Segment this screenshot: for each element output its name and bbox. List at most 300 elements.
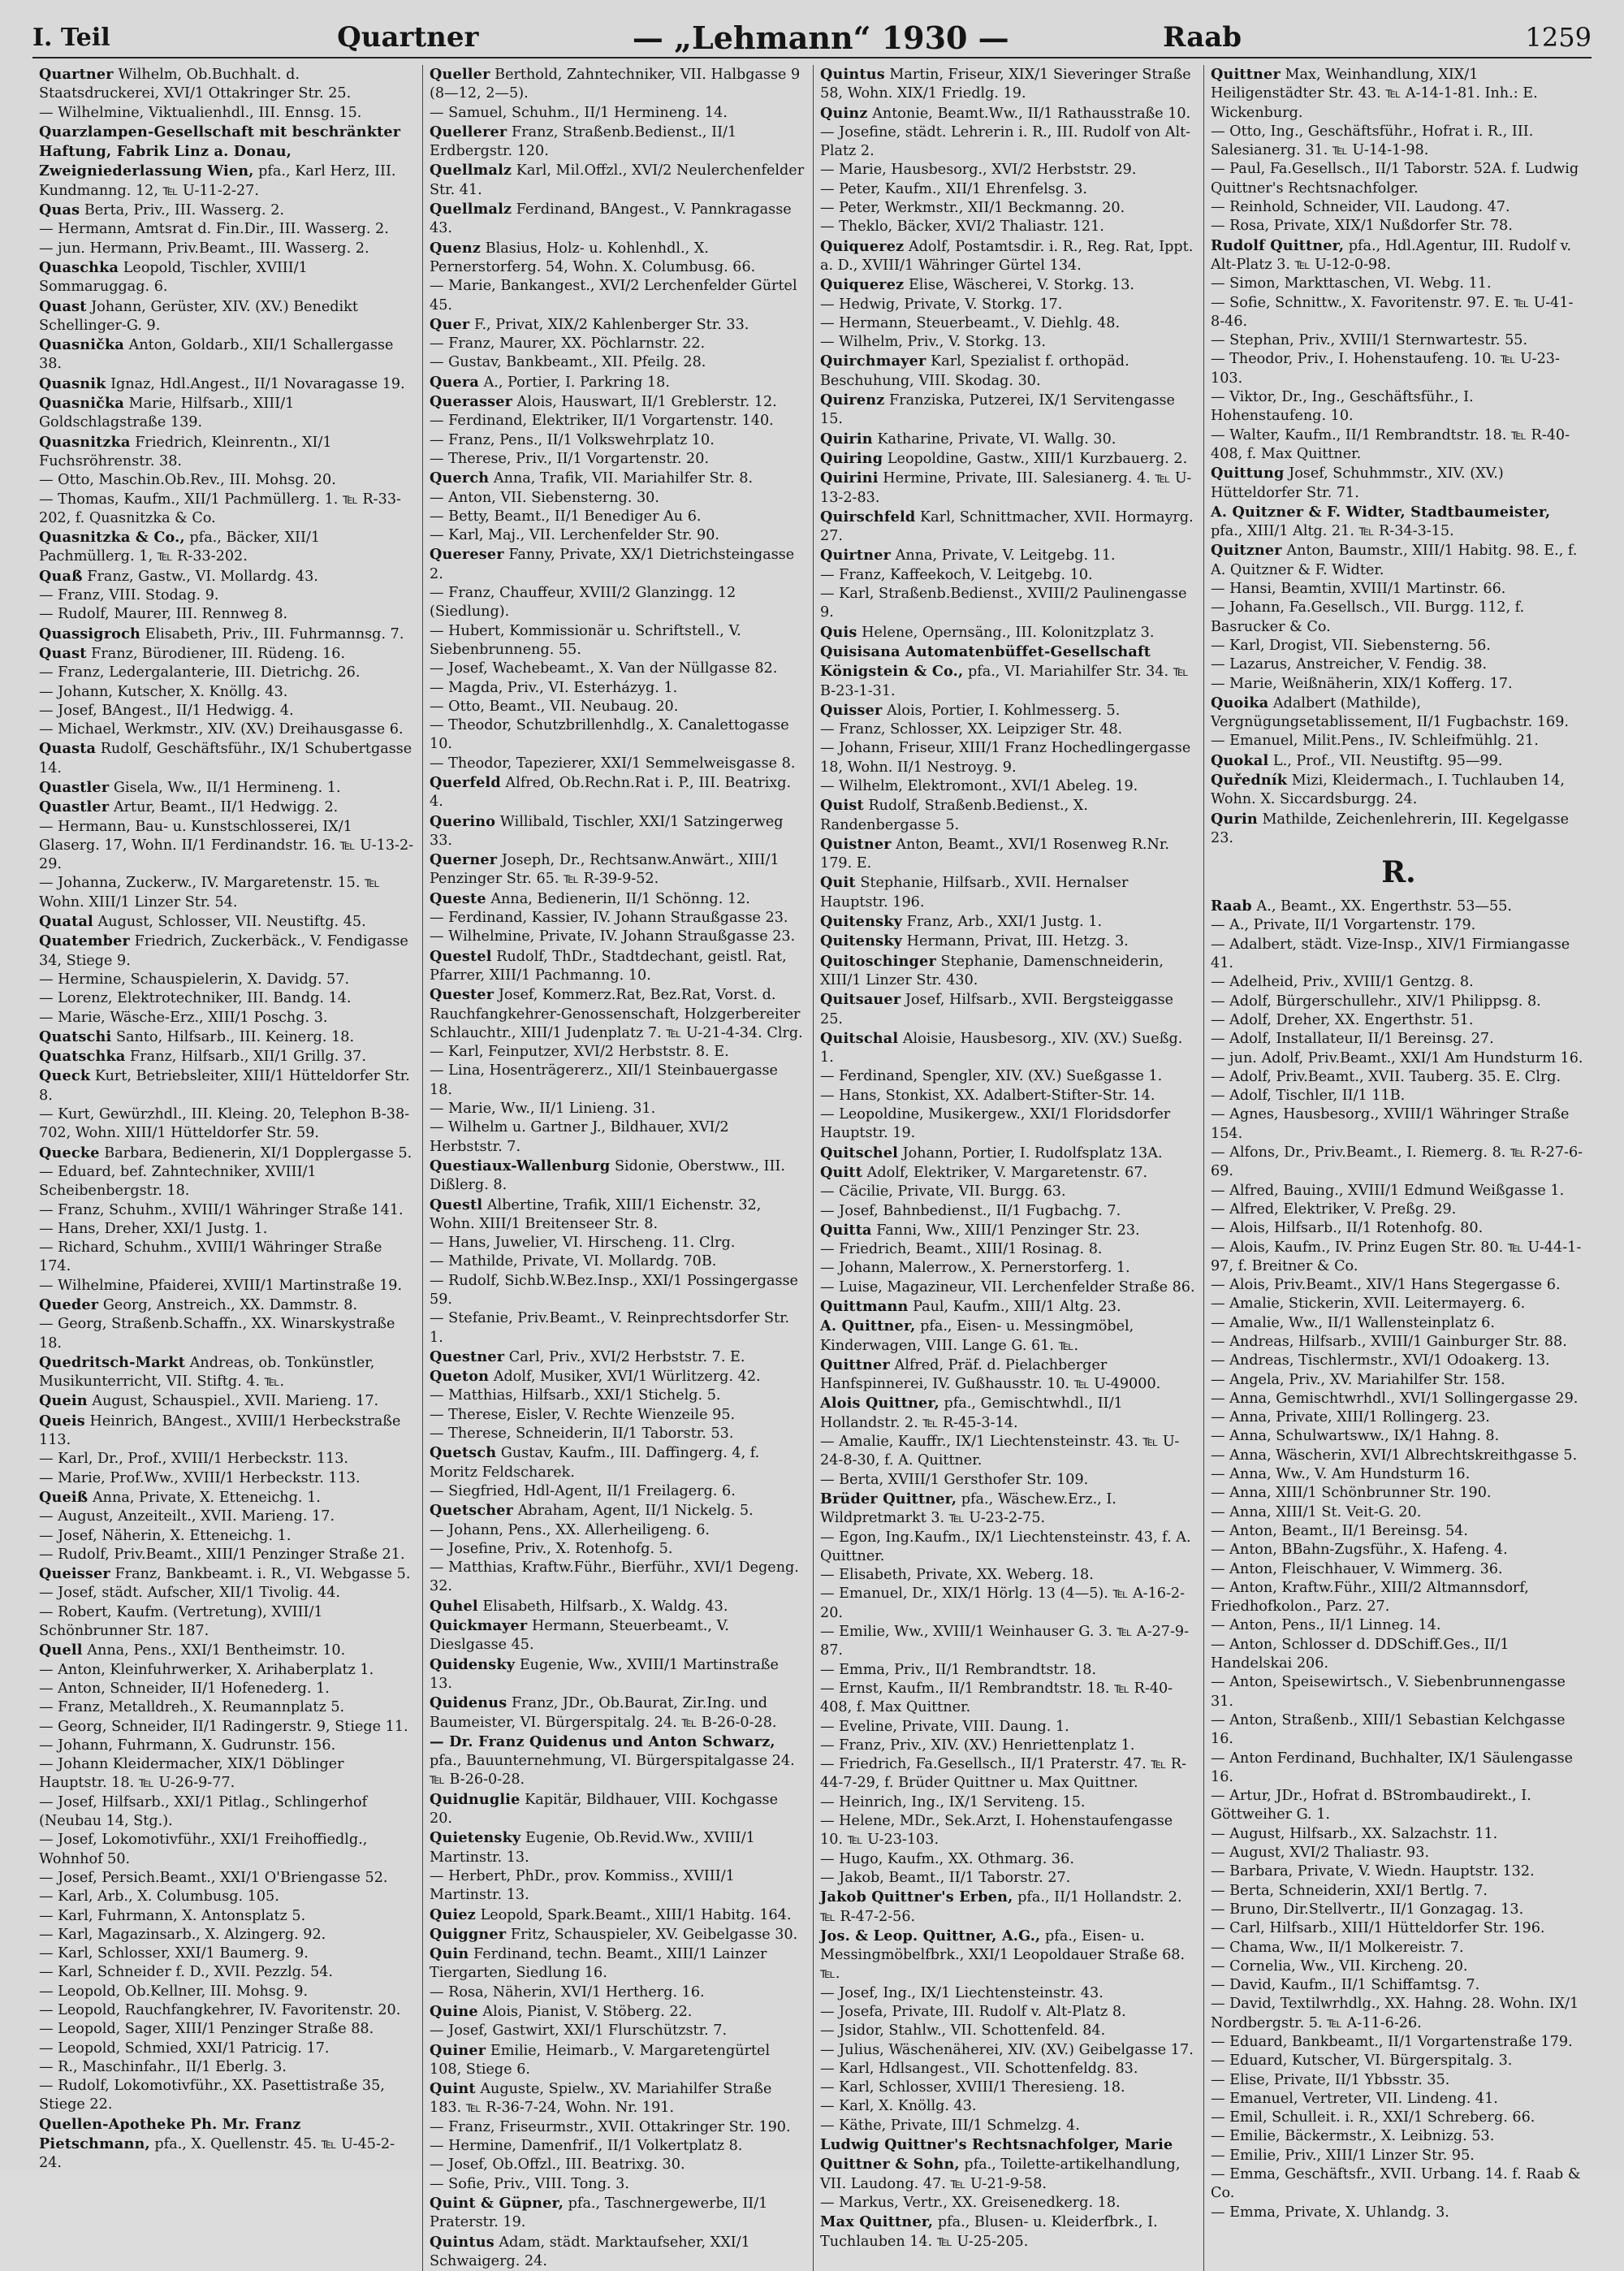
entry-details: — Emil, Schulleit. i. R., XXI/1 Schreberg. 66. — [1211, 2109, 1535, 2126]
directory-entry — [39, 818, 414, 875]
directory-entry — [430, 909, 805, 928]
entry-name: Quintus — [430, 2233, 495, 2251]
directory-entry — [820, 952, 1195, 991]
directory-entry — [430, 2079, 805, 2118]
entry-details: — Josefine, Priv., X. Rotenhofg. 5. — [430, 1540, 673, 1557]
entry-details: Gisela, Ww., II/1 Hermineng. 1. — [113, 779, 341, 796]
column-3 — [814, 65, 1204, 2271]
entry-details: — Wilhelmine, Private, IV. Johann Straußgasse 23. — [430, 928, 796, 945]
entry-details: — Josef, Näherin, X. Etteneichg. 1. — [39, 1527, 292, 1544]
directory-entry — [39, 258, 414, 297]
directory-entry — [820, 449, 1195, 469]
directory-entry — [1211, 1616, 1587, 1635]
entry-name: Quellen-Apotheke Ph. Mr. Franz Pietschmann, — [39, 2115, 301, 2153]
entry-name: Quatschi — [39, 1027, 112, 1045]
entry-details: — David, Kaufm., II/1 Schiffamtsg. 7. — [1211, 1977, 1480, 1994]
entry-details: — Kurt, Gewürzhdl., III. Kleing. 20, Telephon B-38-702, Wohn. XIII/1 Hütteldorfer Str. 59. — [39, 1106, 410, 1142]
entry-name: Jakob Quittner's Erben, — [820, 1888, 1013, 1906]
entry-details: — Andreas, Hilfsarb., XVIII/1 Gainburger Str. 88. — [1211, 1334, 1567, 1350]
entry-name: Quiggner — [430, 1925, 507, 1943]
entry-details: — Hermann, Bau- u. Kunstschlosserei, IX/1 Glaserg. 17, Wohn. II/1 Ferdinandstr. 16. ℡ U-13-2-29. — [39, 818, 414, 873]
directory-entry — [820, 1927, 1195, 1984]
entry-details: — Emma, Private, X. Uhlandg. 3. — [1211, 2204, 1449, 2221]
directory-entry — [1211, 236, 1587, 275]
directory-entry — [430, 1521, 805, 1540]
directory-entry — [430, 1367, 805, 1386]
entry-name: Quatschka — [39, 1048, 126, 1066]
entry-details: Stephanie, Hilfsarb., XVII. Hernalser Hauptstr. 196. — [820, 875, 1129, 911]
directory-entry — [1211, 771, 1587, 810]
entry-details: Martin, Friseur, XIX/1 Sieveringer Straße 58, Wohn. XIX/1 Friedlg. 19. — [820, 67, 1191, 102]
entry-details: Adolf, Postamtsdir. i. R., Reg. Rat, Ippt. a. D., XVIII/1 Währinger Gürtel 134. — [820, 238, 1194, 274]
entry-name: Querino — [430, 812, 496, 830]
entry-details: Berta, Priv., III. Wasserg. 2. — [84, 202, 285, 219]
page-number: 1259 — [1525, 22, 1592, 53]
page-header — [32, 18, 1592, 58]
entry-name: Quředník — [1211, 771, 1288, 789]
directory-entry — [1211, 1750, 1587, 1788]
entry-details: — Eduard, Kutscher, VI. Bürgerspitalg. 3. — [1211, 2053, 1513, 2070]
entry-details: Anna, Bedienerin, II/1 Schönng. 12. — [490, 890, 750, 907]
entry-details: — Markus, Vertr., XX. Greisenedkerg. 18. — [820, 2194, 1121, 2211]
directory-entry — [1211, 217, 1587, 236]
directory-entry — [39, 874, 414, 912]
entry-details: — Adolf, Bürgerschullehr., XIV/1 Philippsg. 8. — [1211, 993, 1541, 1010]
directory-entry — [430, 1540, 805, 1559]
entry-details: — Hansi, Beamtin, XVIII/1 Martinstr. 66. — [1211, 581, 1506, 598]
entry-details: pfa., Blusen- u. Kleiderfbrk., I. Tuchlauben 14. ℡ U-25-205. — [820, 2214, 1158, 2250]
entry-details: Leopoldine, Gastw., XIII/1 Kurzbauerg. 2. — [887, 450, 1188, 467]
directory-entry — [430, 2041, 805, 2080]
directory-entry — [1211, 2109, 1587, 2127]
directory-entry — [820, 1202, 1195, 1221]
entry-details: — Anton, Kraftw.Führ., XIII/2 Altmannsdorf, Friedhofkolon., Parz. 27. — [1211, 1579, 1529, 1616]
entry-details: pfa., Wäschew.Erz., I. Wildpretmarkt 3. ℡ U-23-2-75. — [820, 1490, 1116, 1527]
entry-details: — Lorenz, Elektrotechniker, III. Bandg. 14. — [39, 990, 352, 1007]
entry-details: Albertine, Trafik, XIII/1 Eichenstr. 32, Wohn. XIII/1 Breitenseer Str. 8. — [430, 1196, 762, 1232]
directory-entry — [1211, 1636, 1587, 1674]
entry-details: — Johann, Kutscher, X. Knöllg. 43. — [39, 683, 288, 700]
directory-entry — [430, 469, 805, 488]
entry-details: — Anton, Straßenb., XIII/1 Sebastian Kelchgasse 16. — [1211, 1711, 1566, 1748]
entry-details: Eugenie, Ob.Revid.Ww., XVIII/1 Martinstr. 13. — [430, 1830, 755, 1866]
directory-entry — [820, 1221, 1195, 1240]
entry-details: Abraham, Agent, II/1 Nickelg. 5. — [517, 1503, 754, 1520]
entry-details: — Magda, Priv., VI. Esterházyg. 1. — [430, 679, 678, 696]
directory-entry — [39, 1944, 414, 1963]
directory-entry — [1211, 1144, 1587, 1182]
directory-entry — [430, 200, 805, 239]
directory-entry — [430, 755, 805, 773]
directory-entry — [39, 1277, 414, 1296]
entry-details: August, Schlosser, VII. Neustiftg. 45. — [97, 914, 366, 931]
directory-entry — [39, 1450, 414, 1469]
directory-entry — [39, 1546, 414, 1564]
directory-entry — [430, 889, 805, 909]
directory-entry — [39, 1353, 414, 1392]
directory-entry — [1211, 1541, 1587, 1559]
entry-name: Quittung — [1211, 465, 1285, 482]
entry-details: — Eduard, bef. Zahntechniker, XVIII/1 Scheibenbergstr. 18. — [39, 1163, 317, 1200]
entry-details: — Anton, Kleinfuhrwerker, X. Arihaberplatz 1. — [39, 1661, 374, 1678]
directory-entry — [430, 1386, 805, 1405]
directory-entry — [430, 2118, 805, 2137]
entry-details: pfa., Bäcker, XII/1 Pachmüllerg. 1, ℡ R-33-202. — [39, 530, 321, 565]
entry-details: Anna, Pens., XXI/1 Bentheimstr. 10. — [87, 1642, 346, 1659]
directory-entry — [1211, 1295, 1587, 1313]
entry-name: A. Quittner, — [820, 1317, 916, 1335]
entry-details: — Berta, XVIII/1 Gersthofer Str. 109. — [820, 1471, 1089, 1488]
entry-details: — Rudolf, Priv.Beamt., XIII/1 Penzinger Straße 21. — [39, 1546, 405, 1563]
directory-entry — [39, 528, 414, 567]
directory-entry — [820, 469, 1195, 508]
entry-details: — R., Maschinfahr., II/1 Eberlg. 3. — [39, 2058, 287, 2075]
directory-entry — [820, 2117, 1195, 2135]
entry-details: — Walter, Kaufm., II/1 Rembrandtstr. 18. ℡ R-40-408, f. Max Quittner. — [1211, 426, 1570, 462]
directory-entry — [820, 1869, 1195, 1888]
directory-entry — [1211, 294, 1587, 332]
directory-entry — [39, 664, 414, 682]
directory-entry — [430, 277, 805, 315]
entry-details: Leopold, Spark.Beamt., XIII/1 Habitg. 164. — [480, 1906, 792, 1923]
directory-entry — [1211, 1011, 1587, 1030]
entry-details: — Karl, Dr., Prof., XVIII/1 Herbeckstr. 113. — [39, 1451, 348, 1468]
entry-details: — Franz, Maurer, XX. Pöchlarnstr. 22. — [430, 335, 706, 353]
directory-entry — [39, 1412, 414, 1451]
directory-entry — [1211, 331, 1587, 350]
directory-entry — [820, 1984, 1195, 2003]
entry-details: Karl, Mil.Offzl., XVI/2 Neulerchenfelder Str. 41. — [430, 162, 805, 198]
directory-entry — [820, 1850, 1195, 1869]
entry-details: — Friedrich, Fa.Gesellsch., II/1 Praterstr. 47. ℡ R-44-7-29, f. Brüder Quittner u. Max Quittner. — [820, 1756, 1187, 1792]
entry-details: Georg, Anstreich., XX. Dammstr. 8. — [102, 1297, 358, 1313]
directory-entry — [820, 1105, 1195, 1144]
entry-name: Quirini — [820, 469, 879, 487]
entry-details: Barbara, Bedienerin, XI/1 Dopplergasse 5. — [104, 1144, 412, 1161]
directory-entry — [1211, 897, 1587, 916]
directory-entry — [39, 1009, 414, 1027]
directory-entry — [1211, 599, 1587, 637]
entry-name: Queste — [430, 889, 486, 907]
entry-name: Quitschel — [820, 1144, 899, 1161]
entry-details: pfa., Taschnergewerbe, II/1 Praterstr. 19. — [430, 2195, 768, 2231]
entry-details: — Ferdinand, Kassier, IV. Johann Straußgasse 23. — [430, 910, 788, 927]
entry-details: — Adelheid, Priv., XVIII/1 Gentzg. 8. — [1211, 974, 1474, 991]
directory-entry — [820, 912, 1195, 932]
entry-name: Quetsch — [430, 1444, 497, 1462]
directory-entry — [820, 720, 1195, 739]
directory-entry — [430, 1347, 805, 1367]
entry-details: — Matthias, Hilfsarb., XXI/1 Stichelg. 5. — [430, 1387, 721, 1404]
entry-details: — Emilie, Priv., XIII/1 Linzer Str. 95. — [1211, 2147, 1475, 2164]
directory-entry — [820, 2097, 1195, 2116]
directory-entry — [39, 702, 414, 720]
entry-details: — Alfons, Dr., Priv.Beamt., I. Riemerg. 8. ℡ R-27-6-69. — [1211, 1144, 1583, 1180]
entry-details: Alois, Portier, I. Kohlmesserg. 5. — [887, 702, 1121, 719]
entry-name: Brüder Quittner, — [820, 1490, 957, 1508]
entry-name: Quellmalz — [430, 201, 512, 218]
entry-details: — Gustav, Bankbeamt., XII. Pfeilg. 28. — [430, 354, 706, 371]
entry-details: Sidonie, Oberstww., III. Dißlerg. 8. — [430, 1157, 785, 1194]
entry-details: Anton, Beamt., XVI/1 Rosenweg R.Nr. 179. E. — [820, 836, 1169, 872]
directory-entry — [820, 180, 1195, 199]
entry-details: — Berta, Schneiderin, XXI/1 Bertlg. 7. — [1211, 1882, 1488, 1899]
directory-entry — [430, 1694, 805, 1732]
entry-details: — Anna, Gemischtwrhdl., XVI/1 Sollingergasse 29. — [1211, 1390, 1579, 1407]
entry-name: Queder — [39, 1296, 99, 1313]
directory-entry — [39, 104, 414, 123]
directory-entry — [430, 545, 805, 584]
directory-entry — [39, 739, 414, 778]
entry-details: — Alfred, Bauing., XVIII/1 Edmund Weißgasse 1. — [1211, 1182, 1565, 1199]
entry-details: — Ferdinand, Spengler, XIV. (XV.) Sueßgasse 1. — [820, 1068, 1163, 1085]
entry-details: — Peter, Kaufm., XII/1 Ehrenfelsg. 3. — [820, 180, 1088, 197]
directory-entry — [39, 1755, 414, 1793]
directory-entry — [820, 199, 1195, 218]
directory-entry — [39, 240, 414, 258]
entry-details: — Marie, Bankangest., XVI/2 Lerchenfelder Gürtel 45. — [430, 278, 797, 314]
entry-details: Adolf, Elektriker, V. Margaretenstr. 67. — [866, 1164, 1148, 1181]
entry-details: — Käthe, Private, III/1 Schmelzg. 4. — [820, 2117, 1080, 2134]
directory-entry — [430, 1616, 805, 1655]
entry-details: — Hans, Juwelier, VI. Hirscheng. 11. Clrg. — [430, 1235, 736, 1252]
directory-entry — [39, 201, 414, 220]
entry-details: — Betty, Beamt., II/1 Benediger Au 6. — [430, 508, 702, 525]
entry-details: — Leopold, Schmied, XXI/1 Patricig. 17. — [39, 2040, 330, 2057]
entry-details: — Karl, Maj., VII. Lerchenfelder Str. 90. — [430, 527, 719, 544]
directory-entry — [1211, 1465, 1587, 1484]
directory-entry — [39, 912, 414, 932]
directory-entry — [1211, 993, 1587, 1011]
directory-entry — [820, 1183, 1195, 1201]
entry-details: — Rosa, Private, XIX/1 Nußdorfer Str. 78. — [1211, 218, 1513, 235]
directory-entry — [430, 1790, 805, 1829]
directory-entry — [39, 394, 414, 433]
entry-details: Elisabeth, Hilfsarb., X. Waldg. 43. — [482, 1598, 728, 1615]
entry-details: Aloisie, Hausbesorg., XIV. (XV.) Sueßg. 1. — [820, 1030, 1183, 1066]
entry-details: — Anton, VII. Siebensterng. 30. — [430, 489, 659, 506]
directory-entry — [430, 1100, 805, 1118]
entry-details: Franz, Hilfsarb., XII/1 Grillg. 37. — [130, 1049, 366, 1066]
entry-details: — Anna, Schulwartsww., IX/1 Hahng. 8. — [1211, 1428, 1500, 1445]
entry-details: Emilie, Heimarb., V. Margaretengürtel 108, Stiege 6. — [430, 2042, 771, 2078]
entry-details: — Anton, Schlosser d. DDSchiff.Ges., II/1 Handelskai 206. — [1211, 1636, 1510, 1672]
entry-details: — Adolf, Tischler, II/1 11B. — [1211, 1088, 1406, 1105]
entry-details: — Julius, Wäschenäherei, XIV. (XV.) Geibelgasse 17. — [820, 2041, 1194, 2058]
directory-entry — [39, 1488, 414, 1508]
directory-entry — [1211, 2204, 1587, 2222]
entry-details: — Karl, Straßenb.Bedienst., XVIII/2 Paulinengasse 9. — [820, 586, 1187, 621]
entry-details: — Hubert, Kommissionär u. Schriftstell., V. Siebenbrunneng. 55. — [430, 622, 741, 658]
directory-entry — [39, 2020, 414, 2039]
directory-entry — [1211, 1503, 1587, 1522]
entry-details: Anton, Goldarb., XII/1 Schallergasse 38. — [39, 337, 394, 373]
entry-details: — Josef, städt. Aufscher, XII/1 Tivolig. 44. — [39, 1585, 340, 1602]
entry-details: — Carl, Hilfsarb., XIII/1 Hütteldorfer Str. 196. — [1211, 1920, 1545, 1937]
entry-details: — Josef, Ob.Offzl., III. Beatrixg. 30. — [430, 2156, 685, 2174]
directory-entry — [820, 1144, 1195, 1163]
directory-entry — [430, 450, 805, 469]
entry-name: Max Quittner, — [820, 2213, 934, 2231]
directory-entry — [1211, 1447, 1587, 1465]
directory-entry — [820, 739, 1195, 777]
directory-entry — [1211, 198, 1587, 217]
directory-entry — [820, 333, 1195, 352]
entry-name: Quirtner — [820, 547, 892, 565]
directory-entry — [430, 850, 805, 889]
directory-entry — [820, 1737, 1195, 1755]
directory-entry — [820, 1529, 1195, 1567]
entry-name: Quiez — [430, 1905, 476, 1923]
entry-details: — Georg, Schneider, II/1 Radingerstr. 9, Stiege 11. — [39, 1718, 408, 1735]
directory-entry — [1211, 1919, 1587, 1938]
directory-entry — [1211, 1068, 1587, 1087]
entry-details: — Rudolf, Sichb.W.Bez.Insp., XXI/1 Possingergasse 59. — [430, 1272, 798, 1308]
directory-entry — [1211, 694, 1587, 733]
entry-name: Quast — [39, 644, 87, 662]
entry-name: Quhel — [430, 1597, 478, 1615]
directory-entry — [1211, 1862, 1587, 1881]
entry-name: Quidnuglie — [430, 1790, 520, 1808]
directory-entry — [820, 123, 1195, 162]
entry-details: Hermine, Private, III. Salesianerg. 4. ℡ U-13-2-83. — [820, 470, 1192, 506]
directory-entry — [820, 237, 1195, 276]
directory-entry — [820, 623, 1195, 642]
entry-name: Quatember — [39, 932, 131, 950]
directory-entry — [1211, 1390, 1587, 1408]
directory-entry — [430, 123, 805, 162]
directory-entry — [39, 65, 414, 104]
directory-entry — [1211, 1200, 1587, 1219]
entry-name: Quaß — [39, 567, 83, 585]
entry-details: Anton, Baumstr., XIII/1 Habitg. 98. E., f. A. Quitzner & F. Widter. — [1211, 543, 1578, 578]
entry-name: Querfeld — [430, 773, 501, 791]
directory-entry — [39, 932, 414, 971]
entry-name: Quint & Güpner, — [430, 2194, 564, 2212]
entry-details: Alfred, Präf. d. Pielachberger Hanfspinnerei, IV. Gußhausstr. 10. ℡ U-49000. — [820, 1356, 1161, 1393]
directory-entry — [39, 1163, 414, 1201]
directory-entry — [820, 508, 1195, 547]
directory-entry — [430, 1252, 805, 1271]
directory-entry — [39, 1296, 414, 1315]
entry-details: — August, Hilfsarb., XX. Salzachstr. 11. — [1211, 1825, 1498, 1842]
directory-entry — [1211, 1844, 1587, 1862]
entry-details: — Alois, Priv.Beamt., XIV/1 Hans Stegergasse 6. — [1211, 1277, 1561, 1294]
directory-entry — [1211, 1049, 1587, 1068]
directory-entry — [1211, 426, 1587, 465]
directory-entry — [430, 716, 805, 755]
entry-details: Alois, Pianist, V. Stöberg. 22. — [482, 2003, 693, 2020]
directory-entry — [430, 335, 805, 353]
entry-details: — Theodor, Schutzbrillenhdlg., X. Canalettogasse 10. — [430, 717, 789, 753]
directory-entry — [1211, 1957, 1587, 1976]
entry-details: — jun. Adolf, Priv.Beamt., XXI/1 Am Hundsturm 16. — [1211, 1049, 1583, 1066]
entry-details: — Wilhelm u. Gartner J., Bildhauer, XVI/2 Herbststr. 7. — [430, 1119, 729, 1155]
directory-entry — [820, 1755, 1195, 1793]
directory-entry — [39, 491, 414, 529]
directory-entry — [39, 1201, 414, 1220]
entry-details: — Jakob, Beamt., II/1 Taborstr. 27. — [820, 1869, 1071, 1886]
entry-details: — Sofie, Schnittw., X. Favoritenstr. 97. E. ℡ U-41-8-46. — [1211, 294, 1574, 330]
entry-details: — Emanuel, Milit.Pens., IV. Schleifmühlg. 21. — [1211, 733, 1539, 750]
entry-details: — Anton, BBahn-Zugsführ., X. Hafeng. 4. — [1211, 1542, 1508, 1559]
directory-entry — [1211, 1976, 1587, 1995]
directory-entry — [820, 835, 1195, 874]
directory-entry — [1211, 1711, 1587, 1750]
entry-details: — Marie, Weißnäherin, XIX/1 Kofferg. 17. — [1211, 675, 1513, 692]
directory-entry — [820, 990, 1195, 1029]
entry-details: — Chama, Ww., II/1 Molkereistr. 7. — [1211, 1939, 1464, 1956]
directory-entry — [430, 489, 805, 508]
directory-entry — [820, 1240, 1195, 1259]
entry-details: — Josefa, Private, III. Rudolf v. Alt-Platz 8. — [820, 2003, 1126, 2020]
entry-name: Quittner — [1211, 66, 1281, 83]
directory-entry — [39, 1718, 414, 1737]
directory-entry — [430, 1425, 805, 1443]
entry-details: — Anton, Beamt., II/1 Bereinsg. 54. — [1211, 1522, 1468, 1539]
entry-name: Quedritsch-Markt — [39, 1353, 186, 1371]
directory-entry — [820, 391, 1195, 430]
entry-details: — Anna, Ww., V. Am Hundsturm 16. — [1211, 1466, 1471, 1483]
directory-entry — [820, 2213, 1195, 2252]
entry-name: Queller — [430, 66, 490, 83]
directory-entry — [39, 1047, 414, 1066]
directory-entry — [430, 2233, 805, 2271]
entry-details: — Emanuel, Vertreter, VII. Lindeng. 41. — [1211, 2090, 1498, 2107]
directory-entry — [820, 1793, 1195, 1812]
entry-details: — Karl, Schlosser, XXI/1 Baumerg. 9. — [39, 1945, 309, 1962]
directory-entry — [39, 220, 414, 239]
entry-details: — Adolf, Priv.Beamt., XVII. Tauberg. 35. E. Clrg. — [1211, 1068, 1561, 1085]
entry-details: — Elisabeth, Private, XX. Weberg. 18. — [820, 1567, 1094, 1584]
directory-entry — [430, 2137, 805, 2156]
entry-details: Franz, Bankbeamt. i. R., VI. Webgasse 5. — [114, 1566, 411, 1583]
entry-details: — Marie, Hausbesorg., XVI/2 Herbststr. 29. — [820, 162, 1137, 179]
entry-details: — Mathilde, Private, VI. Mollardg. 70B. — [430, 1253, 717, 1270]
directory-entry — [39, 1661, 414, 1680]
entry-details: — Johann, Malerrow., X. Pernerstorferg. 1. — [820, 1260, 1130, 1277]
directory-entry — [1211, 1995, 1587, 2033]
entry-details: Ferdinand, BAngest., V. Pannkragasse 43. — [430, 201, 792, 237]
entry-details: Blasius, Holz- u. Kohlenhdl., X. Pernerstorferg. 54, Wohn. X. Columbusg. 66. — [430, 240, 756, 275]
directory-entry — [820, 2060, 1195, 2079]
directory-entry — [820, 1471, 1195, 1490]
entry-name: Quiring — [820, 449, 883, 467]
directory-entry — [430, 508, 805, 526]
entry-name: Quistner — [820, 835, 892, 853]
entry-name: Questiaux-Wallenburg — [430, 1157, 611, 1174]
entry-details: Marie, Hilfsarb., XIII/1 Goldschlagstraße 139. — [39, 396, 295, 431]
entry-name: Quokal — [1211, 751, 1269, 769]
entry-details: — Andreas, Tischlermstr., XVI/1 Odoakerg. 13. — [1211, 1352, 1550, 1369]
entry-name: Quartner — [39, 66, 114, 83]
entry-details: — Josefine, städt. Lehrerin i. R., III. Rudolf von Alt-Platz 2. — [820, 123, 1191, 160]
entry-details: — Herbert, PhDr., prov. Kommiss., XVIII/1 Martinstr. 13. — [430, 1867, 735, 1904]
directory-entry — [39, 1105, 414, 1144]
entry-details: — Anton, Schneider, II/1 Hofenederg. 1. — [39, 1680, 330, 1697]
entry-details: Elisabeth, Priv., III. Fuhrmannsg. 7. — [145, 625, 404, 642]
directory-entry — [39, 1831, 414, 1869]
entry-details: — Richard, Schuhm., XVIII/1 Währinger Straße 174. — [39, 1239, 382, 1275]
entry-details: — Amalie, Stickerin, XVII. Leitermayerg. 6. — [1211, 1296, 1526, 1313]
column-2 — [423, 65, 814, 2271]
entry-details: — Emanuel, Dr., XIX/1 Hörlg. 13 (4—5). ℡ A-16-2-20. — [820, 1585, 1186, 1621]
directory-entry — [820, 1297, 1195, 1317]
entry-details: — Wilhelm, Priv., V. Storkg. 13. — [820, 334, 1046, 351]
directory-entry — [430, 1501, 805, 1520]
entry-details: Paul, Kaufm., XIII/1 Altg. 23. — [913, 1299, 1121, 1315]
entry-details: Auguste, Spielw., XV. Mariahilfer Straße 183. ℡ R-36-7-24, Wohn. Nr. 191. — [430, 2081, 772, 2117]
